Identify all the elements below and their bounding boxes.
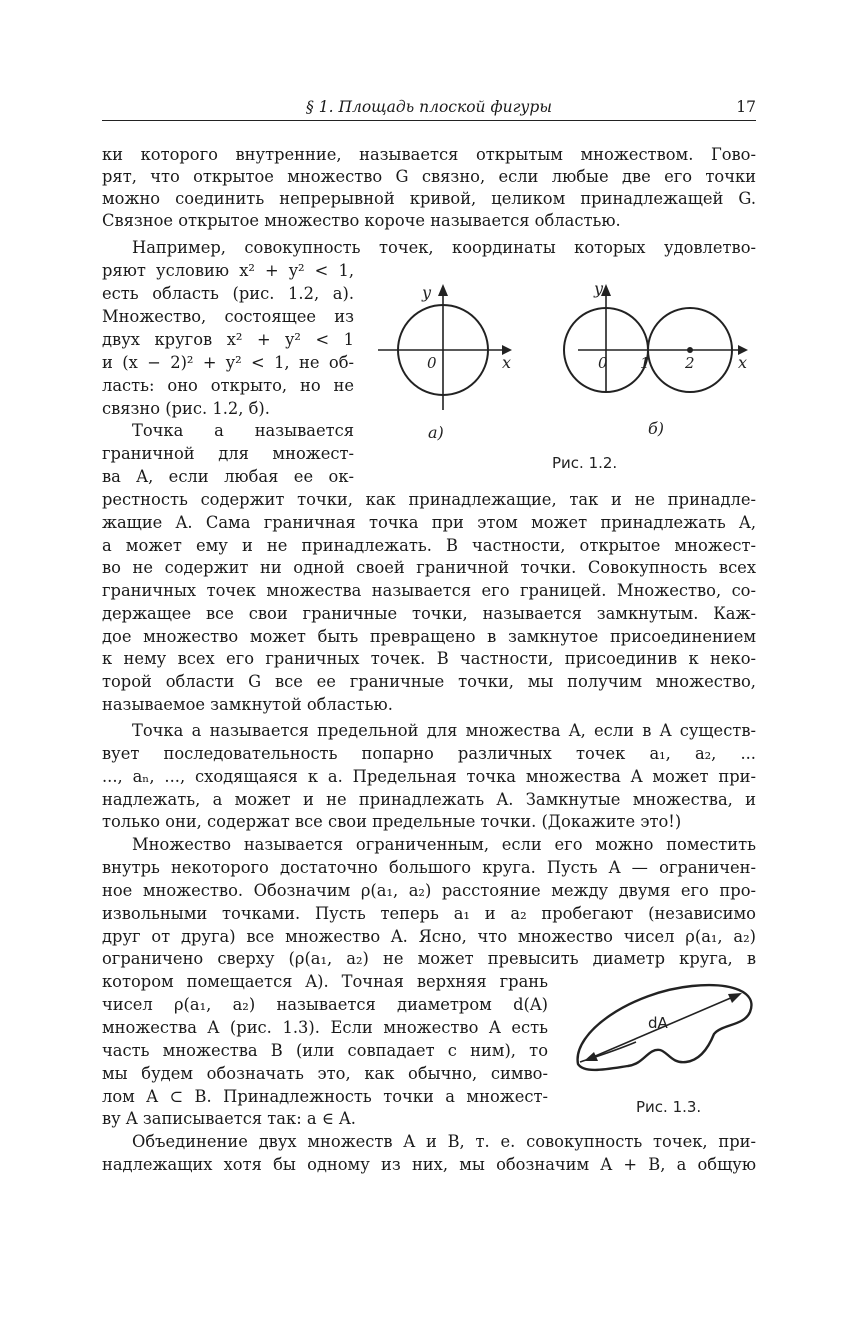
diameter-arrow-tail xyxy=(584,1052,598,1061)
arrow-y-left xyxy=(438,284,448,296)
text-line: держащее все свои граничные точки, называется замкнутым. Каж- xyxy=(102,604,756,623)
text-line: жащие A. Сама граничная точка при этом может принадлежать A, xyxy=(102,513,756,532)
figure-caption: Рис. 1.2. xyxy=(552,454,618,472)
text-line: ное множество. Обозначим ρ(a₁, a₂) расстояние между двумя его про- xyxy=(102,881,756,900)
figure-caption: Рис. 1.3. xyxy=(636,1098,702,1116)
text-line: есть область (рис. 1.2, а). xyxy=(102,284,354,303)
text-line: Множество, состоящее из xyxy=(102,307,354,326)
axis-y-label: y xyxy=(594,279,604,298)
text-line: Точка a называется xyxy=(132,421,354,440)
tick-label-1: 1 xyxy=(640,354,650,372)
text-line: только они, содержат все свои предельные точки. (Докажите это!) xyxy=(102,812,682,831)
text-line: котором помещается A). Точная верхняя грань xyxy=(102,972,548,991)
figure-1-2 xyxy=(372,272,756,478)
text-line: множества A (рис. 1.3). Если множество A есть xyxy=(102,1018,548,1037)
text-line: ограничено сверху (ρ(a₁, a₂) не может превысить диаметр круга, в xyxy=(102,949,756,968)
text-line: чисел ρ(a₁, a₂) называется диаметром d(A) xyxy=(102,995,548,1014)
axis-x-label: x xyxy=(738,353,748,372)
figure-1-3 xyxy=(562,972,758,1124)
text-line: граничных точек множества называется его границей. Множество, со- xyxy=(102,581,756,600)
text-line: рестность содержит точки, как принадлежащие, так и не принадле- xyxy=(102,490,756,509)
text-line: а может ему и не принадлежать. В частности, открытое множест- xyxy=(102,536,756,555)
text-line: ки которого внутренние, называется открытым множеством. Гово- xyxy=(102,145,756,164)
text-line: Например, совокупность точек, координаты которых удовлетво- xyxy=(132,238,756,257)
text-line: во не содержит ни одной своей граничной точки. Совокупность всех xyxy=(102,558,756,577)
running-header xyxy=(102,96,756,121)
text-line: Объединение двух множеств A и B, т. е. совокупность точек, при- xyxy=(132,1132,756,1151)
text-line: торой области G все ее граничные точки, мы получим множество, xyxy=(102,672,756,691)
text-line: рят, что открытое множество G связно, если любые две его точки xyxy=(102,167,756,186)
text-line: дое множество может быть превращено в замкнутое присоединением xyxy=(102,627,756,646)
text-line: и (x − 2)² + y² < 1, не об- xyxy=(102,353,354,372)
text-line: часть множества B (или совпадает с ним), то xyxy=(102,1041,548,1060)
label-a: а) xyxy=(428,423,444,442)
axis-y-label: y xyxy=(422,283,432,302)
text-line: внутрь некоторого достаточно большого круга. Пусть A — ограничен- xyxy=(102,858,756,877)
text-line: называемое замкнутой областью. xyxy=(102,695,393,714)
text-line: мы будем обозначать это, как обычно, симво- xyxy=(102,1064,548,1083)
text-line: Точка a называется предельной для множества A, если в A существ- xyxy=(132,721,756,740)
text-line: к нему всех его граничных точек. В частности, присоединив к неко- xyxy=(102,649,756,668)
axis-x-label: x xyxy=(502,353,512,372)
text-line: надлежать, а может и не принадлежать A. Замкнутые множества, и xyxy=(102,790,756,809)
text-line: ву A записывается так: a ∈ A. xyxy=(102,1109,356,1128)
diameter-arrow-head xyxy=(728,993,742,1003)
origin-label: 0 xyxy=(598,354,608,372)
page-number: 17 xyxy=(736,98,756,116)
text-line: ва A, если любая ее ок- xyxy=(102,467,354,486)
text-line: извольными точками. Пусть теперь a₁ и a₂ пробегают (независимо xyxy=(102,904,756,923)
center-point-2 xyxy=(687,347,693,353)
text-line: надлежащих хотя бы одному из них, мы обозначим A + B, а общую xyxy=(102,1155,756,1174)
diameter-label: dA xyxy=(648,1014,668,1032)
text-line: Множество называется ограниченным, если его можно поместить xyxy=(132,835,756,854)
text-line: друг от друга) все множество A. Ясно, что множество чисел ρ(a₁, a₂) xyxy=(102,927,756,946)
text-line: Связное открытое множество короче называется областью. xyxy=(102,211,621,230)
origin-label: 0 xyxy=(427,354,437,372)
text-line: можно соединить непрерывной кривой, целиком принадлежащей G. xyxy=(102,189,756,208)
text-line: ряют условию x² + y² < 1, xyxy=(102,261,354,280)
text-line: ..., aₙ, ..., сходящаяся к a. Предельная точка множества A может при- xyxy=(102,767,756,786)
text-line: лом A ⊂ B. Принадлежность точки a множест- xyxy=(102,1087,548,1106)
text-line: граничной для множест- xyxy=(102,444,354,463)
label-b: б) xyxy=(648,419,665,438)
tick-label-2: 2 xyxy=(685,354,695,372)
text-line: вует последовательность попарно различных точек a₁, a₂, ... xyxy=(102,744,756,763)
text-line: двух кругов x² + y² < 1 xyxy=(102,330,354,349)
text-line: связно (рис. 1.2, б). xyxy=(102,399,270,418)
section-title: § 1. Площадь плоской фигуры xyxy=(306,98,552,116)
text-line: ласть: оно открыто, но не xyxy=(102,376,354,395)
